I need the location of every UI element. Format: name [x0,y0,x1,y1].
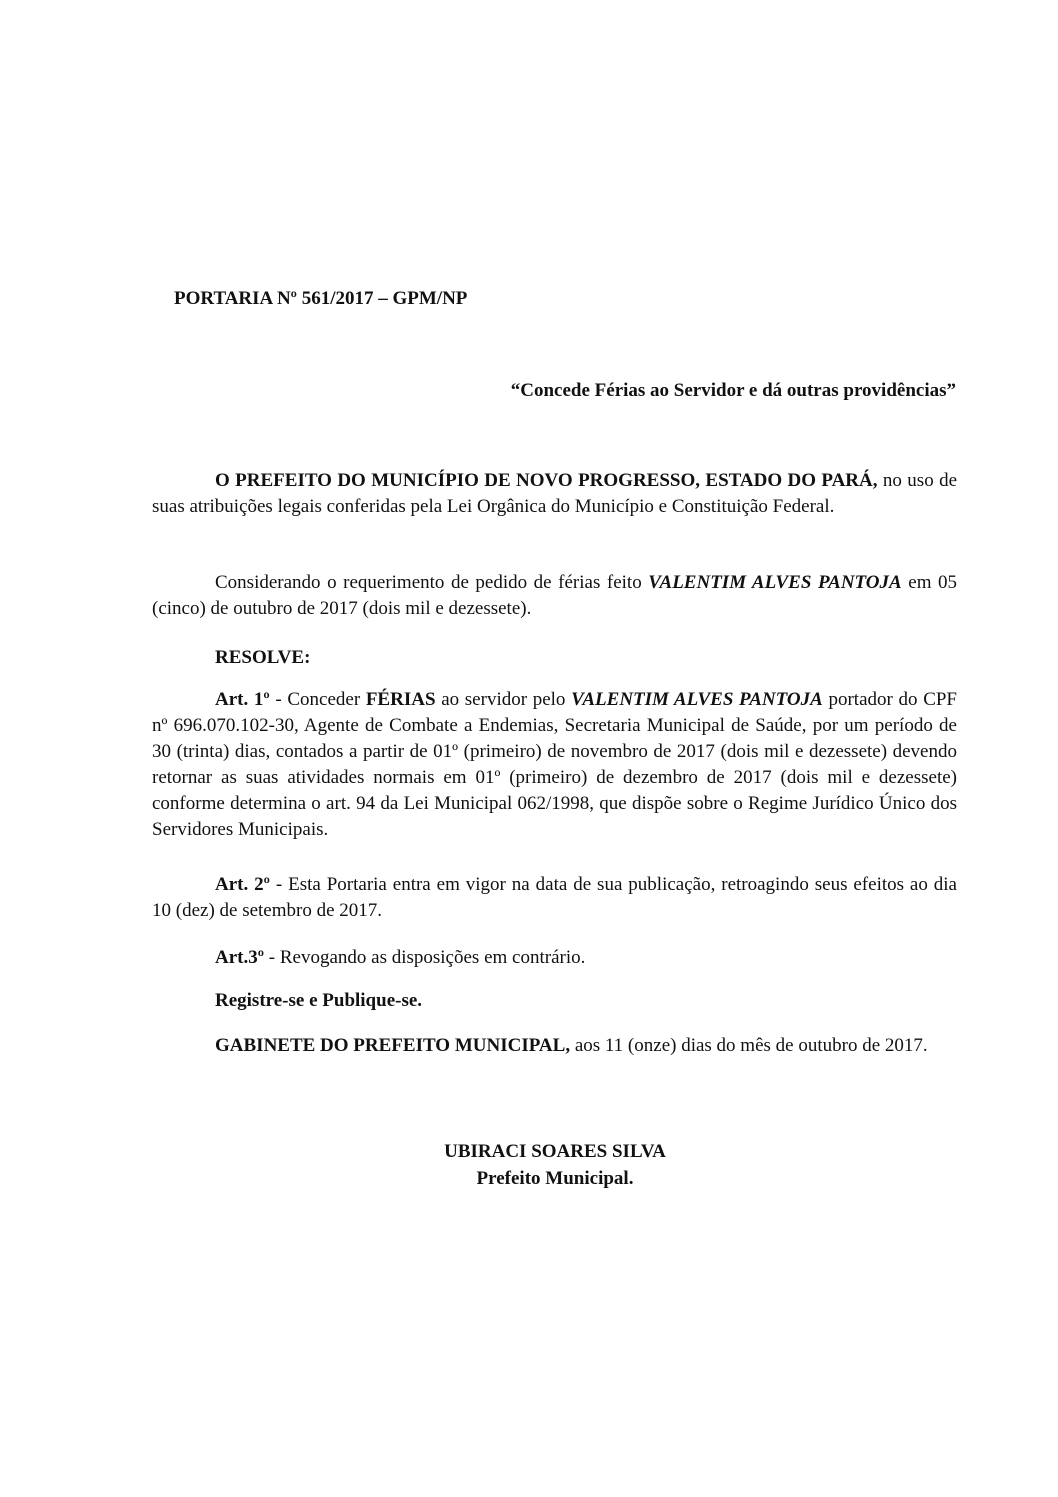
registre-paragraph [152,988,957,1014]
art2-paragraph [152,872,957,924]
portaria-ementa: “Concede Férias ao Servidor e dá outras providências” [510,380,956,401]
gabinete-label: GABINETE DO PREFEITO MUNICIPAL, [215,1035,571,1056]
art1-name: VALENTIM ALVES PANTOJA [571,689,823,710]
art1-ferias: FÉRIAS [365,689,436,710]
art2-label: Art. 2º [215,874,270,895]
preamble-authority: O PREFEITO DO MUNICÍPIO DE NOVO PROGRESSO, ESTADO DO PARÁ, [215,470,878,491]
art3-label: Art.3º [215,947,265,968]
considerando-text-after: em 05 (cinco) de outubro de 2017 (dois mil e dezessete). [152,572,958,619]
signature-role: Prefeito Municipal. [476,1168,634,1189]
considerando-text-before: Considerando o requerimento de pedido de férias feito [215,572,642,593]
art1-label: Art. 1º [215,689,270,710]
art1-text-c: portador do CPF nº 696.070.102-30, Agente de Combate a Endemias, Secretaria Municipal de Saúde, por um período de 30 (trinta) dias, contados a partir de 01º (primeiro) de novembro de 2017 (dois mil e dezessete) devendo retornar as suas atividades normais em 01º (primeiro) de dezembro de 2017 (dois mil e dezessete) conforme determina o art. 94 da Lei Municipal 062/1998, que dispõe sobre o Regime Jurídico Único dos Servidores Municipais. [152,689,957,840]
preamble-text: no uso de suas atribuições legais conferidas pela Lei Orgânica do Município e Constituição Federal. [152,470,958,517]
gabinete-paragraph [152,1033,957,1059]
art1-paragraph [152,687,957,843]
preamble-paragraph [152,468,957,520]
resolve-label: RESOLVE: [215,647,311,668]
portaria-title: PORTARIA Nº 561/2017 – GPM/NP [174,288,468,309]
registre-text: Registre-se e Publique-se. [215,990,423,1011]
art1-text-b: ao servidor pelo [441,689,566,710]
art1-text-a: - Conceder [275,689,361,710]
signature-name: UBIRACI SOARES SILVA [444,1141,666,1162]
signature-block [0,1138,1058,1192]
gabinete-text: aos 11 (onze) dias do mês de outubro de 2017. [574,1035,928,1056]
art2-text: - Esta Portaria entra em vigor na data de sua publicação, retroagindo seus efeitos ao dia 10 (dez) de setembro de 2017. [152,874,957,921]
resolve-heading [152,645,957,671]
considerando-name: VALENTIM ALVES PANTOJA [648,572,902,593]
art3-paragraph [152,945,957,971]
art3-text: - Revogando as disposições em contrário. [268,947,586,968]
considerando-paragraph [152,570,957,622]
